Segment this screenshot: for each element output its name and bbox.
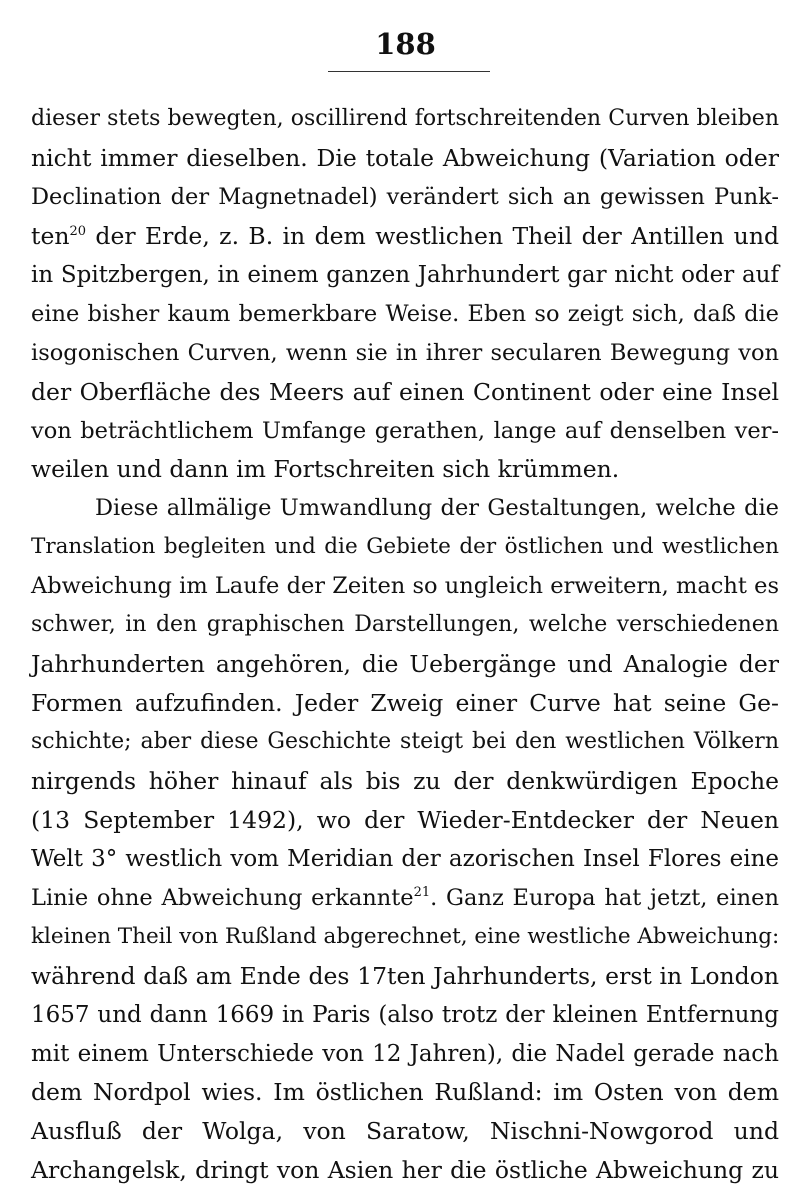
text-line: Welt 3° westlich vom Meridian der azorischen Insel Flores eine bbox=[31, 845, 779, 872]
text-line: Declination der Magnetnadel) verändert sich an gewissen Punk- bbox=[31, 183, 779, 210]
text-line: (13 September 1492), wo der Wieder-Entdecker der Neuen bbox=[31, 805, 779, 834]
text-line: schichte; aber diese Geschichte steigt bei den westlichen Völkern bbox=[31, 729, 779, 754]
text-line: dieser stets bewegten, oscillirend fortschreitenden Curven bleiben bbox=[31, 106, 779, 131]
text-line: Archangelsk, dringt von Asien her die östliche Abweichung zu bbox=[31, 1156, 779, 1185]
text-line: von beträchtlichem Umfange gerathen, lange auf denselben ver- bbox=[31, 417, 779, 444]
text-line: kleinen Theil von Rußland abgerechnet, eine westliche Abweichung: bbox=[31, 923, 780, 949]
body-text bbox=[31, 100, 779, 1190]
text-line: Formen aufzufinden. Jeder Zweig einer Curve hat seine Ge- bbox=[31, 689, 779, 718]
paragraph-start-line: Diese allmälige Umwandlung der Gestaltungen, welche die bbox=[95, 495, 779, 522]
text-line: Linie ohne Abweichung erkannte$^{21}$. Ganz Europa hat jetzt, einen bbox=[31, 884, 779, 911]
text-line: Abweichung im Laufe der Zeiten so ungleich erweitern, macht es bbox=[31, 573, 779, 600]
footnote-ref: 21 bbox=[413, 884, 431, 900]
text-line: der Oberfläche des Meers auf einen Continent oder eine Insel bbox=[31, 377, 779, 406]
header-rule bbox=[328, 71, 490, 72]
text-line: in Spitzbergen, in einem ganzen Jahrhundert gar nicht oder auf bbox=[31, 261, 779, 288]
paragraph-end-line: weilen und dann im Fortschreiten sich krümmen. bbox=[31, 455, 620, 484]
text-line: während daß am Ende des 17ten Jahrhunderts, erst in London bbox=[31, 961, 779, 990]
text-line: schwer, in den graphischen Darstellungen, welche verschiedenen bbox=[31, 612, 779, 638]
text-line: Translation begleiten und die Gebiete der östlichen und westlichen bbox=[31, 534, 779, 560]
text-line: Ausfluß der Wolga, von Saratow, Nischni-Nowgorod und bbox=[31, 1117, 779, 1146]
text-line: dem Nordpol wies. Im östlichen Rußland: im Osten von dem bbox=[31, 1078, 779, 1107]
text-line: nirgends höher hinauf als bis zu der denkwürdigen Epoche bbox=[31, 766, 779, 795]
text-line: mit einem Unterschiede von 12 Jahren), die Nadel gerade nach bbox=[31, 1040, 779, 1067]
text-line: eine bisher kaum bemerkbare Weise. Eben so zeigt sich, daß die bbox=[31, 300, 779, 327]
text-line: isogonischen Curven, wenn sie in ihrer secularen Bewegung von bbox=[31, 339, 779, 366]
footnote-ref: 20 bbox=[69, 223, 87, 239]
text-line: nicht immer dieselben. Die totale Abweichung (Variation oder bbox=[31, 143, 779, 172]
text-line: ten$^{20}$ der Erde, z. B. in dem westlichen Theil der Antillen und bbox=[31, 221, 779, 250]
page-number: 188 bbox=[375, 27, 436, 61]
text-line: Jahrhunderten angehören, die Uebergänge und Analogie der bbox=[31, 650, 779, 679]
text-line: 1657 und dann 1669 in Paris (also trotz der kleinen Entfernung bbox=[31, 1001, 779, 1028]
